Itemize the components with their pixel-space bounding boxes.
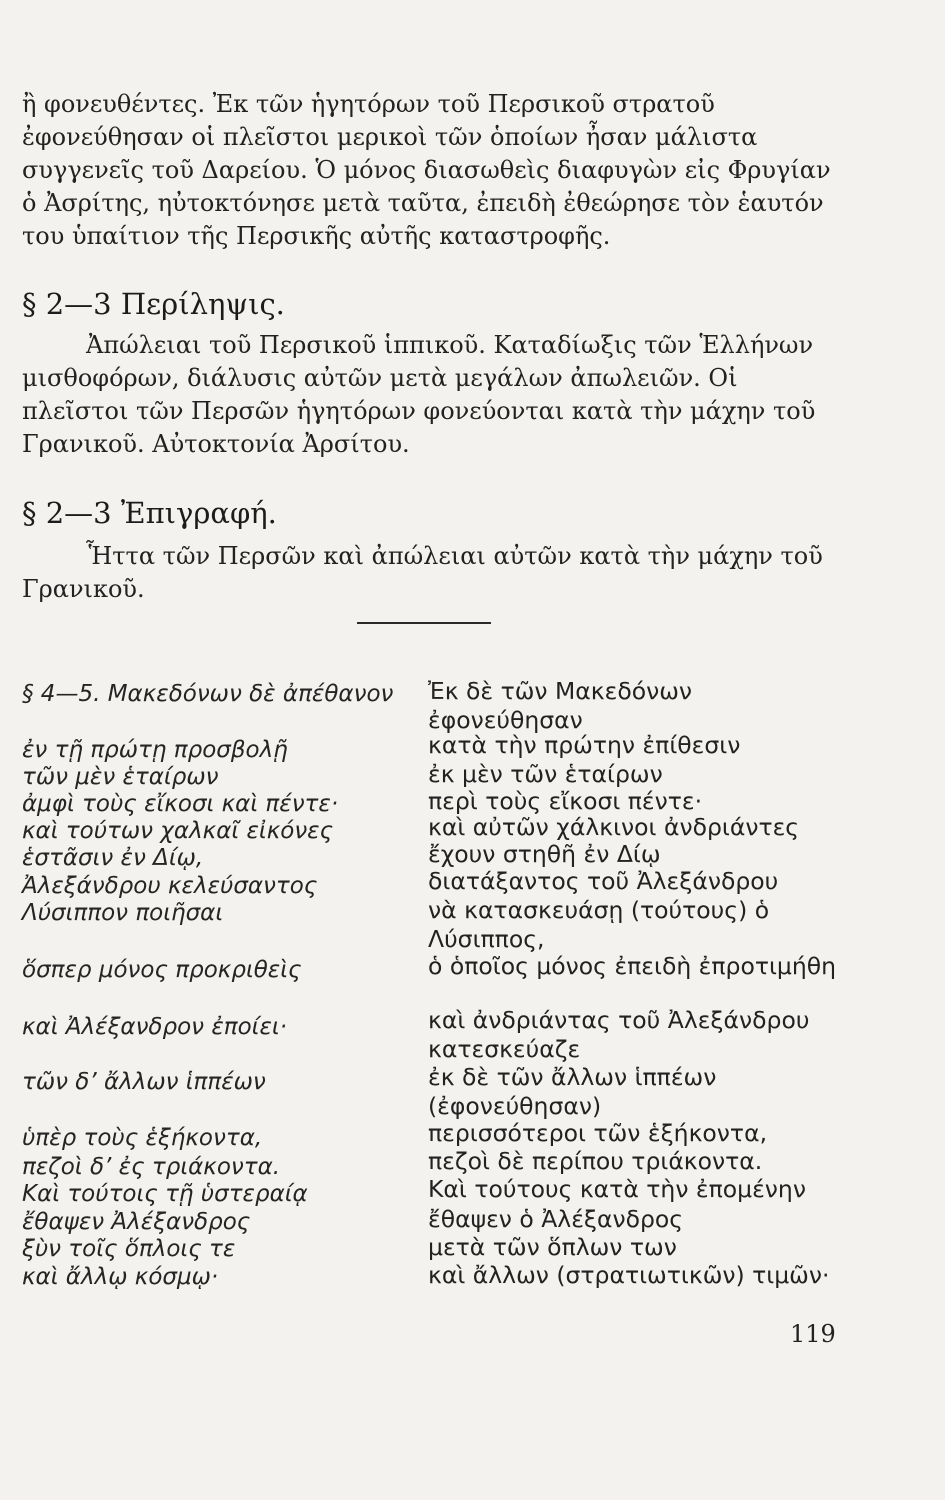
- translation-line: νὰ κατασκευάσῃ (τούτους) ὁ Λύσιππος,: [428, 896, 770, 953]
- original-line: Ἀλεξάνδρου κελεύσαντος: [22, 873, 318, 899]
- title-text: Ἧττα τῶν Περσῶν καὶ ἀπώλειαι αὐτῶν κατὰ τὴν μάχην τοῦ Γρανικοῦ.: [22, 542, 823, 603]
- original-line: Καὶ τούτοις τῇ ὑστεραίᾳ: [22, 1181, 308, 1207]
- original-line: ξὺν τοῖς ὅπλοις τε: [22, 1236, 236, 1262]
- original-line: ἀμφὶ τοὺς εἴκοσι καὶ πέντε·: [22, 791, 339, 817]
- translation-line: καὶ ἀνδριάντας τοῦ Ἀλεξάνδρου κατεσκεύαζε: [428, 1006, 810, 1063]
- translation-line: διατάξαντος τοῦ Ἀλεξάνδρου: [428, 867, 779, 895]
- original-line: πεζοὶ δ’ ἐς τριάκοντα.: [22, 1154, 281, 1180]
- original-line: ἔθαψεν Ἀλέξανδρος: [22, 1209, 251, 1235]
- original-line: ἑστᾶσιν ἐν Δίῳ,: [22, 845, 204, 871]
- original-line: καὶ τούτων χαλκαῖ εἰκόνες: [22, 818, 334, 844]
- summary-text: Ἀπώλειαι τοῦ Περσικοῦ ἱππικοῦ. Καταδίωξις τῶν Ἑλλήνων μισθοφόρων, διάλυσις αὐτῶν μετὰ μεγάλων ἀπωλειῶν. Οἱ πλεῖστοι τῶν Περσῶν ἡγητόρων φονεύονται κατὰ τὴν μάχην τοῦ Γρανικοῦ. Αὐτοκτονία Ἀρσίτου.: [22, 331, 816, 458]
- translation-line: ὁ ὁποῖος μόνος ἐπειδὴ ἐπροτιμήθη: [428, 952, 837, 980]
- original-line: καὶ ἄλλῳ κόσμῳ·: [22, 1264, 219, 1290]
- translation-line: ἐκ δὲ τῶν ἄλλων ἱππέων (ἐφονεύθησαν): [428, 1063, 717, 1120]
- translation-line: πεζοὶ δὲ περίπου τριάκοντα.: [428, 1147, 763, 1175]
- original-line: τῶν δ’ ἄλλων ἱππέων: [22, 1069, 266, 1095]
- translation-line: Καὶ τούτους κατὰ τὴν ἐπομένην: [428, 1175, 806, 1203]
- translation-line: ἔχουν στηθῆ ἐν Δίῳ: [428, 840, 661, 868]
- title-heading: § 2—3 Ἐπιγραφή.: [22, 496, 277, 530]
- page-number: 119: [790, 1320, 836, 1348]
- original-line: ὑπὲρ τοὺς ἑξήκοντα,: [22, 1125, 263, 1151]
- original-line: ἐν τῇ πρώτῃ προσβολῇ: [22, 737, 288, 763]
- summary-heading: § 2—3 Περίληψις.: [22, 287, 285, 321]
- translation-line: περὶ τοὺς εἴκοσι πέντε·: [428, 787, 703, 815]
- translation-line: περισσότεροι τῶν ἑξήκοντα,: [428, 1119, 768, 1147]
- translation-line: καὶ ἄλλων (στρατιωτικῶν) τιμῶν·: [428, 1261, 830, 1289]
- section-divider: [357, 622, 491, 624]
- translation-line: Ἐκ δὲ τῶν Μακεδόνων ἐφονεύθησαν: [428, 677, 693, 734]
- translation-line: ἔθαψεν ὁ Ἀλέξανδρος: [428, 1205, 684, 1233]
- original-line: τῶν μὲν ἑταίρων: [22, 764, 219, 790]
- translation-line: μετὰ τῶν ὅπλων των: [428, 1233, 677, 1261]
- opening-paragraph: ἢ φονευθέντες. Ἐκ τῶν ἡγητόρων τοῦ Περσικοῦ στρατοῦ ἐφονεύθησαν οἱ πλεῖστοι μερικοὶ τῶν ὁποίων ἦσαν μάλιστα συγγενεῖς τοῦ Δαρείου. Ὁ μόνος διασωθεὶς διαφυγὼν εἰς Φρυγίαν ὁ Ἀσρίτης, ηὐτοκτόνησε μετὰ ταῦτα, ἐπειδὴ ἐθεώρησε τὸν ἑαυτόν του ὑπαίτιον τῆς Περσικῆς αὐτῆς καταστροφῆς.: [22, 90, 831, 250]
- translation-line: ἐκ μὲν τῶν ἑταίρων: [428, 760, 663, 788]
- original-line: Λύσιππον ποιῆσαι: [22, 900, 224, 926]
- original-line: § 4—5. Μακεδόνων δὲ ἀπέθανον: [22, 681, 394, 707]
- translation-line: καὶ αὐτῶν χάλκινοι ἀνδριάντες: [428, 813, 800, 841]
- translation-line: κατὰ τὴν πρώτην ἐπίθεσιν: [428, 731, 741, 759]
- original-line: ὅσπερ μόνος προκριθεὶς: [22, 957, 302, 983]
- original-line: καὶ Ἀλέξανδρον ἐποίει·: [22, 1014, 287, 1040]
